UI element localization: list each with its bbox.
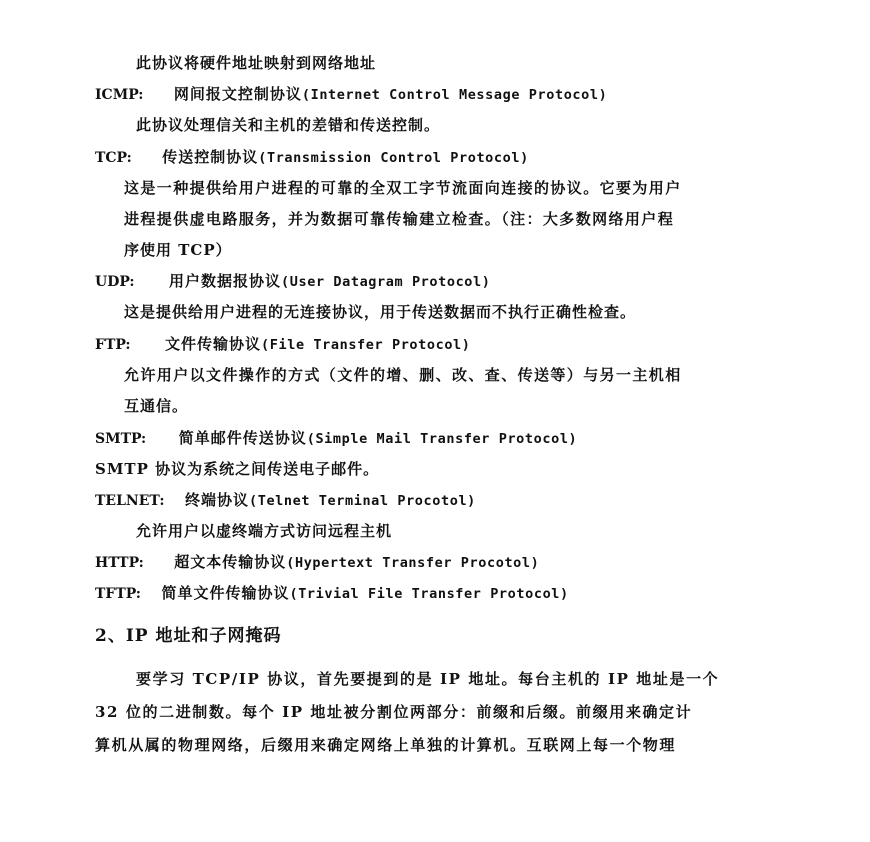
text-line: 此协议处理信关和主机的差错和传送控制。 [136, 116, 441, 134]
protocol-tag: TELNET: [95, 493, 165, 509]
protocol-tag: TCP: [95, 150, 132, 166]
text-line: 这是提供给用户进程的无连接协议，用于传送数据而不执行正确性检查。 [124, 303, 637, 321]
protocol-tag: UDP: [95, 274, 135, 290]
protocol-name-cn: 终端协议 [184, 491, 249, 509]
protocol-name-cn: 超文本传输协议 [174, 553, 287, 571]
protocol-name-en: (File Transfer Protocol) [261, 337, 471, 353]
protocol-entry-icmp [95, 84, 607, 105]
protocol-name-en: (Telnet Terminal Procotol) [248, 493, 476, 509]
protocol-tag: HTTP: [95, 555, 144, 571]
protocol-name-cn: 文件传输协议 [165, 335, 262, 353]
protocol-tag: TFTP: [95, 586, 141, 602]
protocol-entry-tcp [95, 147, 529, 168]
protocol-entry-udp [95, 271, 491, 292]
protocol-entry-telnet [95, 490, 476, 511]
section-heading: 2、IP 地址和子网掩码 [95, 626, 282, 646]
protocol-name-en: (Internet Control Message Protocol) [301, 87, 608, 103]
protocol-name-en: (Hypertext Transfer Procotol) [286, 555, 540, 571]
protocol-name-cn: 用户数据报协议 [169, 272, 282, 290]
paragraph-line: 32 位的二进制数。每个 IP 地址被分割位两部分：前缀和后缀。前缀用来确定计 [95, 703, 693, 721]
protocol-tag: SMTP: [95, 431, 147, 447]
protocol-name-en: (Transmission Control Protocol) [258, 150, 529, 166]
protocol-entry-ftp [95, 334, 471, 355]
protocol-tag: ICMP: [95, 87, 144, 103]
protocol-name-cn: 网间报文控制协议 [173, 85, 302, 103]
protocol-name-en: (Simple Mail Transfer Protocol) [306, 431, 578, 447]
text-line: 允许用户以虚终端方式访问远程主机 [136, 522, 393, 540]
text-line: 允许用户以文件操作的方式（文件的增、删、改、查、传送等）与另一主机相 [124, 366, 682, 384]
protocol-entry-smtp [95, 428, 577, 449]
protocol-name-en: (User Datagram Protocol) [281, 274, 491, 290]
text-line: 进程提供虚电路服务，并为数据可靠传输建立检查。（注：大多数网络用户程 [124, 210, 675, 228]
text-line: 序使用 TCP） [124, 241, 232, 259]
text-line: SMTP 协议为系统之间传送电子邮件。 [95, 460, 380, 478]
protocol-entry-tftp [95, 583, 569, 604]
text-line: 互通信。 [124, 397, 189, 415]
paragraph-line: 算机从属的物理网络，后缀用来确定网络上单独的计算机。互联网上每一个物理 [95, 736, 677, 754]
protocol-name-cn: 简单文件传输协议 [161, 584, 290, 602]
protocol-tag: FTP: [95, 337, 131, 353]
protocol-name-en: (Trivial File Transfer Protocol) [289, 586, 569, 602]
protocol-name-cn: 简单邮件传送协议 [178, 429, 307, 447]
protocol-name-cn: 传送控制协议 [162, 148, 259, 166]
paragraph-line: 要学习 TCP/IP 协议，首先要提到的是 IP 地址。每台主机的 IP 地址是一个 [136, 670, 720, 688]
protocol-entry-http [95, 552, 539, 573]
text-line: 这是一种提供给用户进程的可靠的全双工字节流面向连接的协议。它要为用户 [124, 179, 682, 197]
text-line: 此协议将硬件地址映射到网络地址 [136, 54, 377, 72]
